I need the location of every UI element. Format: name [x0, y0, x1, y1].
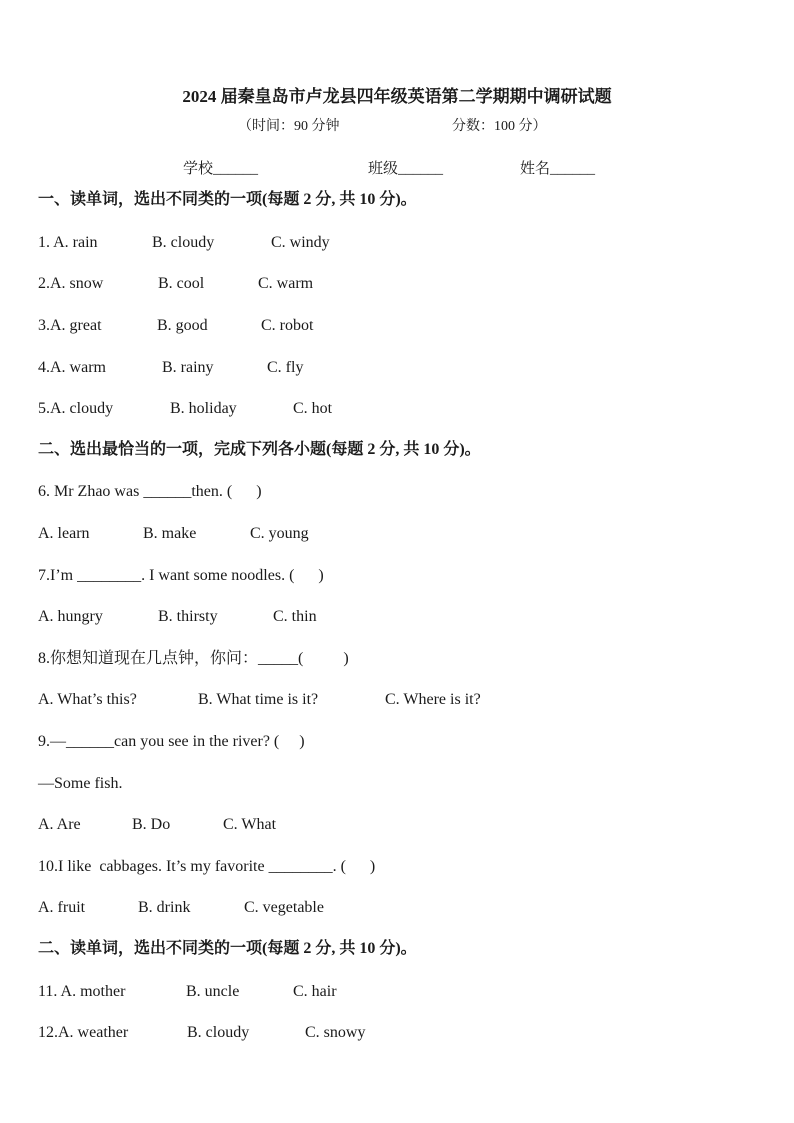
q9-stem: 9.—______can you see in the river? ( ) — [38, 733, 305, 750]
school-field[interactable]: 学校______ — [183, 161, 259, 177]
q3-option-a: 3.A. great — [38, 317, 102, 334]
section-heading-1: 一、读单词，选出不同类的一项(每题 2 分, 共 10 分)。 — [38, 191, 417, 208]
q7-stem: 7.I’m ________. I want some noodles. ( ) — [38, 567, 324, 584]
page-title: 2024 届秦皇岛市卢龙县四年级英语第二学期期中调研试题 — [182, 87, 612, 106]
q12-option-b: B. cloudy — [187, 1024, 250, 1041]
q10-option-a: A. fruit — [38, 899, 86, 916]
q7-option-b: B. thirsty — [158, 608, 218, 625]
q5-option-c: C. hot — [293, 400, 333, 417]
class-field[interactable]: 班级______ — [368, 161, 444, 177]
q5-option-b: B. holiday — [170, 400, 237, 417]
q4-option-c: C. fly — [267, 359, 304, 376]
q1-option-a: 1. A. rain — [38, 234, 98, 251]
q6-option-b: B. make — [143, 525, 197, 542]
q6-stem: 6. Mr Zhao was ______then. ( ) — [38, 483, 262, 500]
q8-option-b: B. What time is it? — [198, 691, 319, 708]
q9-option-b: B. Do — [132, 816, 171, 833]
q2-option-a: 2.A. snow — [38, 275, 104, 292]
q1-option-c: C. windy — [271, 234, 330, 251]
q3-option-b: B. good — [157, 317, 208, 334]
name-field[interactable]: 姓名______ — [520, 161, 596, 177]
q4-option-a: 4.A. warm — [38, 359, 106, 376]
q1-option-b: B. cloudy — [152, 234, 215, 251]
q9-answer-line: —Some fish. — [38, 775, 123, 792]
q3-option-c: C. robot — [261, 317, 314, 334]
q8-option-c: C. Where is it? — [385, 691, 481, 708]
q10-option-c: C. vegetable — [244, 899, 324, 916]
q11-option-a: 11. A. mother — [38, 983, 126, 1000]
q12-option-c: C. snowy — [305, 1024, 366, 1041]
q6-option-a: A. learn — [38, 525, 90, 542]
section-heading-3: 二、读单词，选出不同类的一项(每题 2 分, 共 10 分)。 — [38, 940, 417, 957]
q4-option-b: B. rainy — [162, 359, 214, 376]
q2-option-b: B. cool — [158, 275, 205, 292]
q9-option-c: C. What — [223, 816, 277, 833]
q7-option-a: A. hungry — [38, 608, 103, 625]
q11-option-b: B. uncle — [186, 983, 240, 1000]
exam-score: 分数：100 分） — [452, 119, 547, 134]
q8-stem: 8.你想知道现在几点钟，你问：_____( ) — [38, 650, 349, 667]
exam-time: （时间：90 分钟 — [238, 119, 340, 134]
q6-option-c: C. young — [250, 525, 309, 542]
q8-option-a: A. What’s this? — [38, 691, 137, 708]
section-heading-2: 二、选出最恰当的一项，完成下列各小题(每题 2 分, 共 10 分)。 — [38, 441, 481, 458]
q11-option-c: C. hair — [293, 983, 337, 1000]
q12-option-a: 12.A. weather — [38, 1024, 129, 1041]
q9-option-a: A. Are — [38, 816, 81, 833]
q10-option-b: B. drink — [138, 899, 191, 916]
q10-stem: 10.I like cabbages. It’s my favorite ________. ( ) — [38, 858, 376, 875]
q5-option-a: 5.A. cloudy — [38, 400, 114, 417]
q2-option-c: C. warm — [258, 275, 314, 292]
q7-option-c: C. thin — [273, 608, 317, 625]
